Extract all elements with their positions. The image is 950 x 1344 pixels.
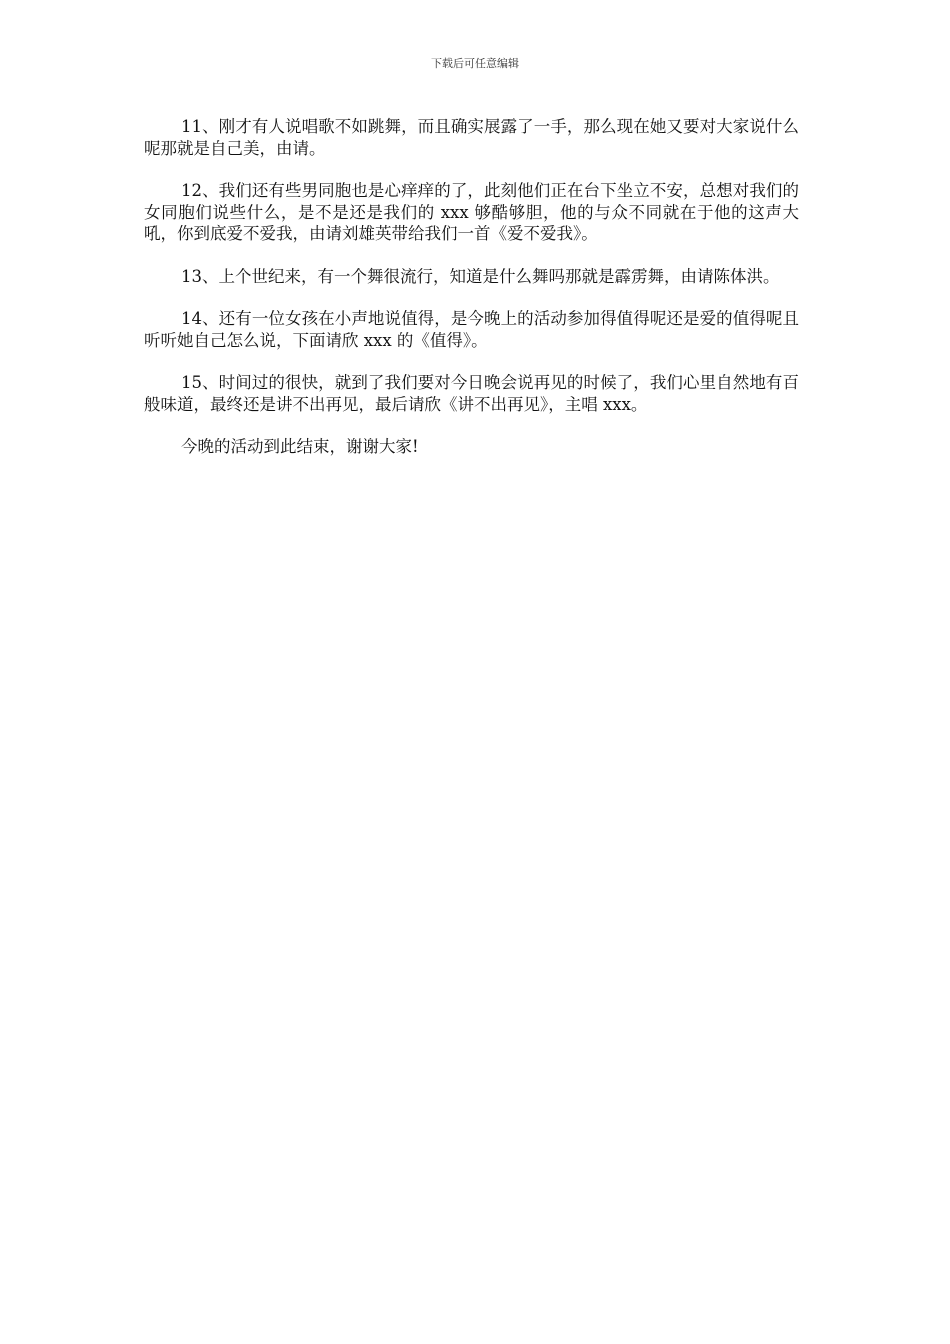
paragraph-12: 12、我们还有些男同胞也是心痒痒的了，此刻他们正在台下坐立不安，总想对我们的女同胞们说些什么，是不是还是我们的 xxx 够酷够胆，他的与众不同就在于他的这声大吼，你到底爱不爱我，由请刘雄英带给我们一首《爱不爱我》。 xyxy=(144,181,799,243)
page-header: 下载后可任意编辑 xyxy=(431,57,519,70)
paragraph-11: 11、刚才有人说唱歌不如跳舞，而且确实展露了一手，那么现在她又要对大家说什么呢那就是自己美，由请。 xyxy=(144,117,799,158)
paragraph-13: 13、上个世纪来，有一个舞很流行，知道是什么舞吗那就是霹雳舞，由请陈体洪。 xyxy=(181,266,780,286)
closing-paragraph: 今晚的活动到此结束，谢谢大家! xyxy=(181,437,419,456)
paragraph-15: 15、时间过的很快，就到了我们要对今日晚会说再见的时候了，我们心里自然地有百般味道，最终还是讲不出再见，最后请欣《讲不出再见》，主唱 xxx。 xyxy=(144,373,799,414)
paragraph-14: 14、还有一位女孩在小声地说值得，是今晚上的活动参加得值得呢还是爱的值得呢且听听她自己怎么说，下面请欣 xxx 的《值得》。 xyxy=(144,309,799,350)
document-body xyxy=(144,116,799,479)
